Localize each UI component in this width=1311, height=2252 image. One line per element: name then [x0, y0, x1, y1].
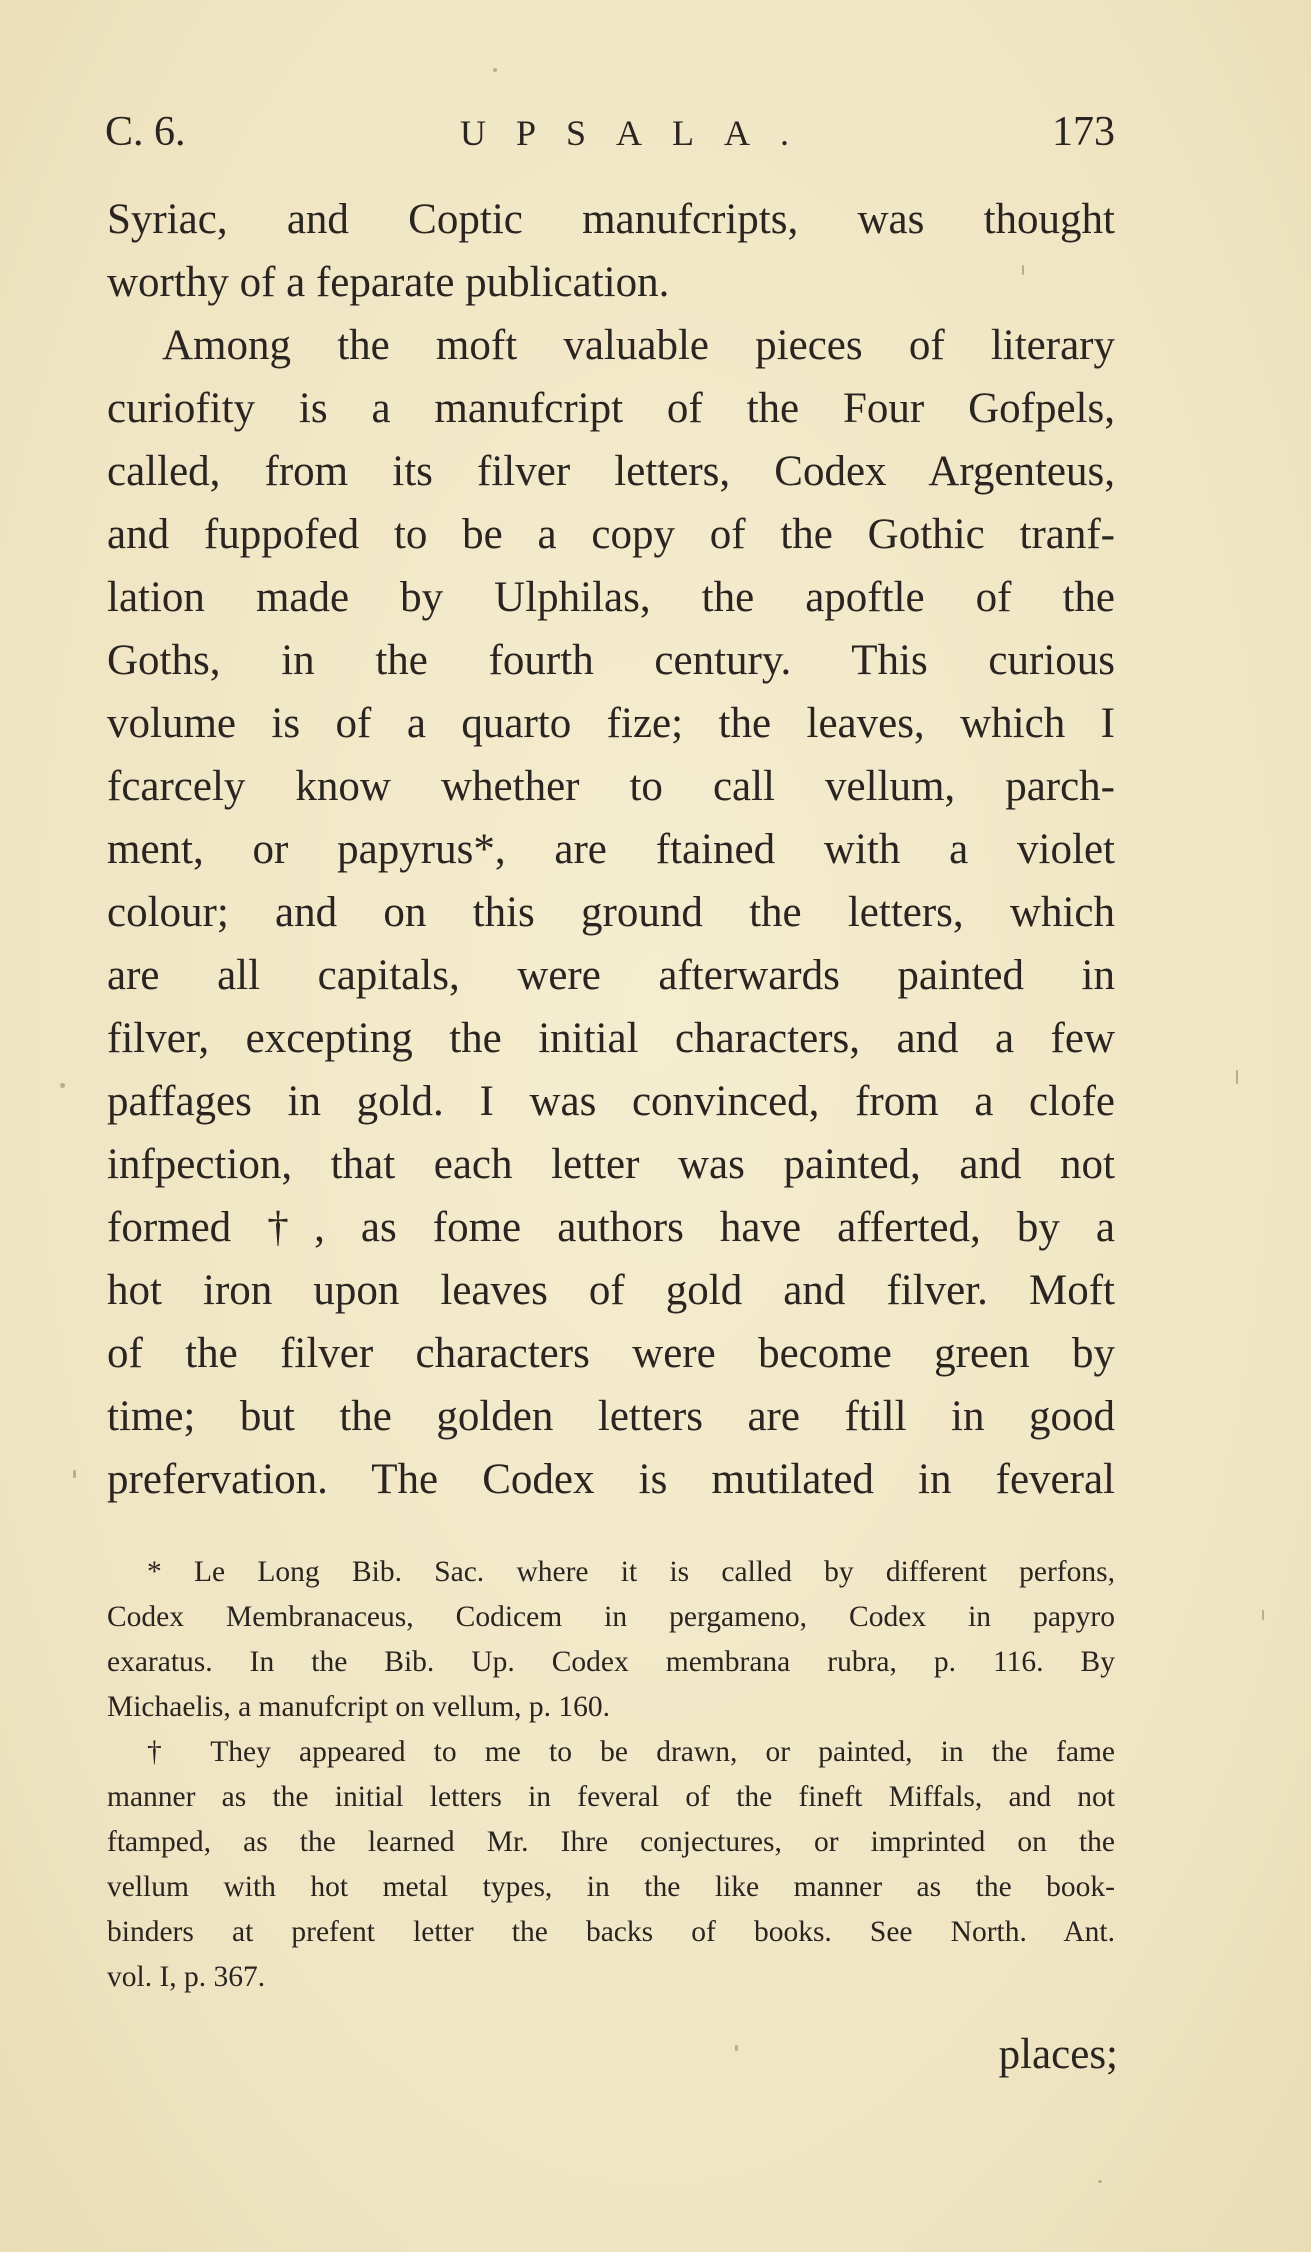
paper-speck [735, 2045, 738, 2051]
text-line: volume is of a quarto fize; the leaves, which I [107, 700, 1115, 747]
text-line: called, from its filver letters, Codex Argenteus, [107, 448, 1115, 495]
footnote-line: vol. I, p. 367. [107, 1961, 266, 1993]
paper-speck [1022, 265, 1024, 275]
text-line: are all capitals, were afterwards painted in [107, 952, 1115, 999]
text-line: lation made by Ulphilas, the apoftle of the [107, 574, 1115, 621]
paper-speck [1236, 1070, 1238, 1084]
paper-speck [1098, 2180, 1102, 2183]
text-line: Among the moft valuable pieces of literary [162, 322, 1115, 369]
text-line: and fuppofed to be a copy of the Gothic tranf- [107, 511, 1115, 558]
page-number: 173 [1052, 109, 1115, 155]
footnote-line: Michaelis, a manufcript on vellum, p. 160. [107, 1691, 611, 1723]
text-line: paffages in gold. I was convinced, from a clofe [107, 1078, 1115, 1125]
main-text [107, 188, 1115, 1511]
paper-speck [1262, 1610, 1264, 1620]
running-header [105, 108, 1115, 168]
footnote-line: manner as the initial letters in feveral of the fineft Miffals, and not [107, 1781, 1115, 1813]
paper-speck [73, 1470, 76, 1478]
text-line: prefervation. The Codex is mutilated in feveral [107, 1456, 1115, 1503]
text-line: infpection, that each letter was painted, and not [107, 1141, 1115, 1188]
text-line: colour; and on this ground the letters, which [107, 889, 1115, 936]
text-line: worthy of a feparate publication. [107, 259, 670, 306]
footnote-line: vellum with hot metal types, in the like manner as the book- [107, 1871, 1115, 1903]
footnote-line: † They appeared to me to be drawn, or painted, in the fame [147, 1736, 1115, 1768]
text-line: filver, excepting the initial characters, and a few [107, 1015, 1115, 1062]
text-line: ment, or papyrus*, are ftained with a violet [107, 826, 1115, 873]
footnote-line: ftamped, as the learned Mr. Ihre conjectures, or imprinted on the [107, 1826, 1115, 1858]
paper-speck [60, 1083, 65, 1088]
chapter-marker: C. 6. [105, 109, 186, 155]
footnote-line: Codex Membranaceus, Codicem in pergameno, Codex in papyro [107, 1601, 1115, 1633]
text-line: Goths, in the fourth century. This curious [107, 637, 1115, 684]
footnote-line: exaratus. In the Bib. Up. Codex membrana rubra, p. 116. By [107, 1646, 1115, 1678]
text-line: time; but the golden letters are ftill in good [107, 1393, 1115, 1440]
text-line: Syriac, and Coptic manufcripts, was thought [107, 196, 1115, 243]
text-line: of the filver characters were become green by [107, 1330, 1115, 1377]
footnote-line: * Le Long Bib. Sac. where it is called by different perfons, [147, 1556, 1115, 1588]
paper-speck [493, 68, 497, 72]
catchword: places; [998, 2031, 1118, 2078]
running-title: UPSALA. [460, 113, 820, 153]
footnote-line: binders at prefent letter the backs of books. See North. Ant. [107, 1916, 1115, 1948]
footnotes [107, 1550, 1115, 2000]
text-line: formed †, as fome authors have afferted, by a [107, 1204, 1115, 1251]
text-line: fcarcely know whether to call vellum, parch- [107, 763, 1115, 810]
text-line: curiofity is a manufcript of the Four Gofpels, [107, 385, 1115, 432]
text-line: hot iron upon leaves of gold and filver. Moft [107, 1267, 1115, 1314]
